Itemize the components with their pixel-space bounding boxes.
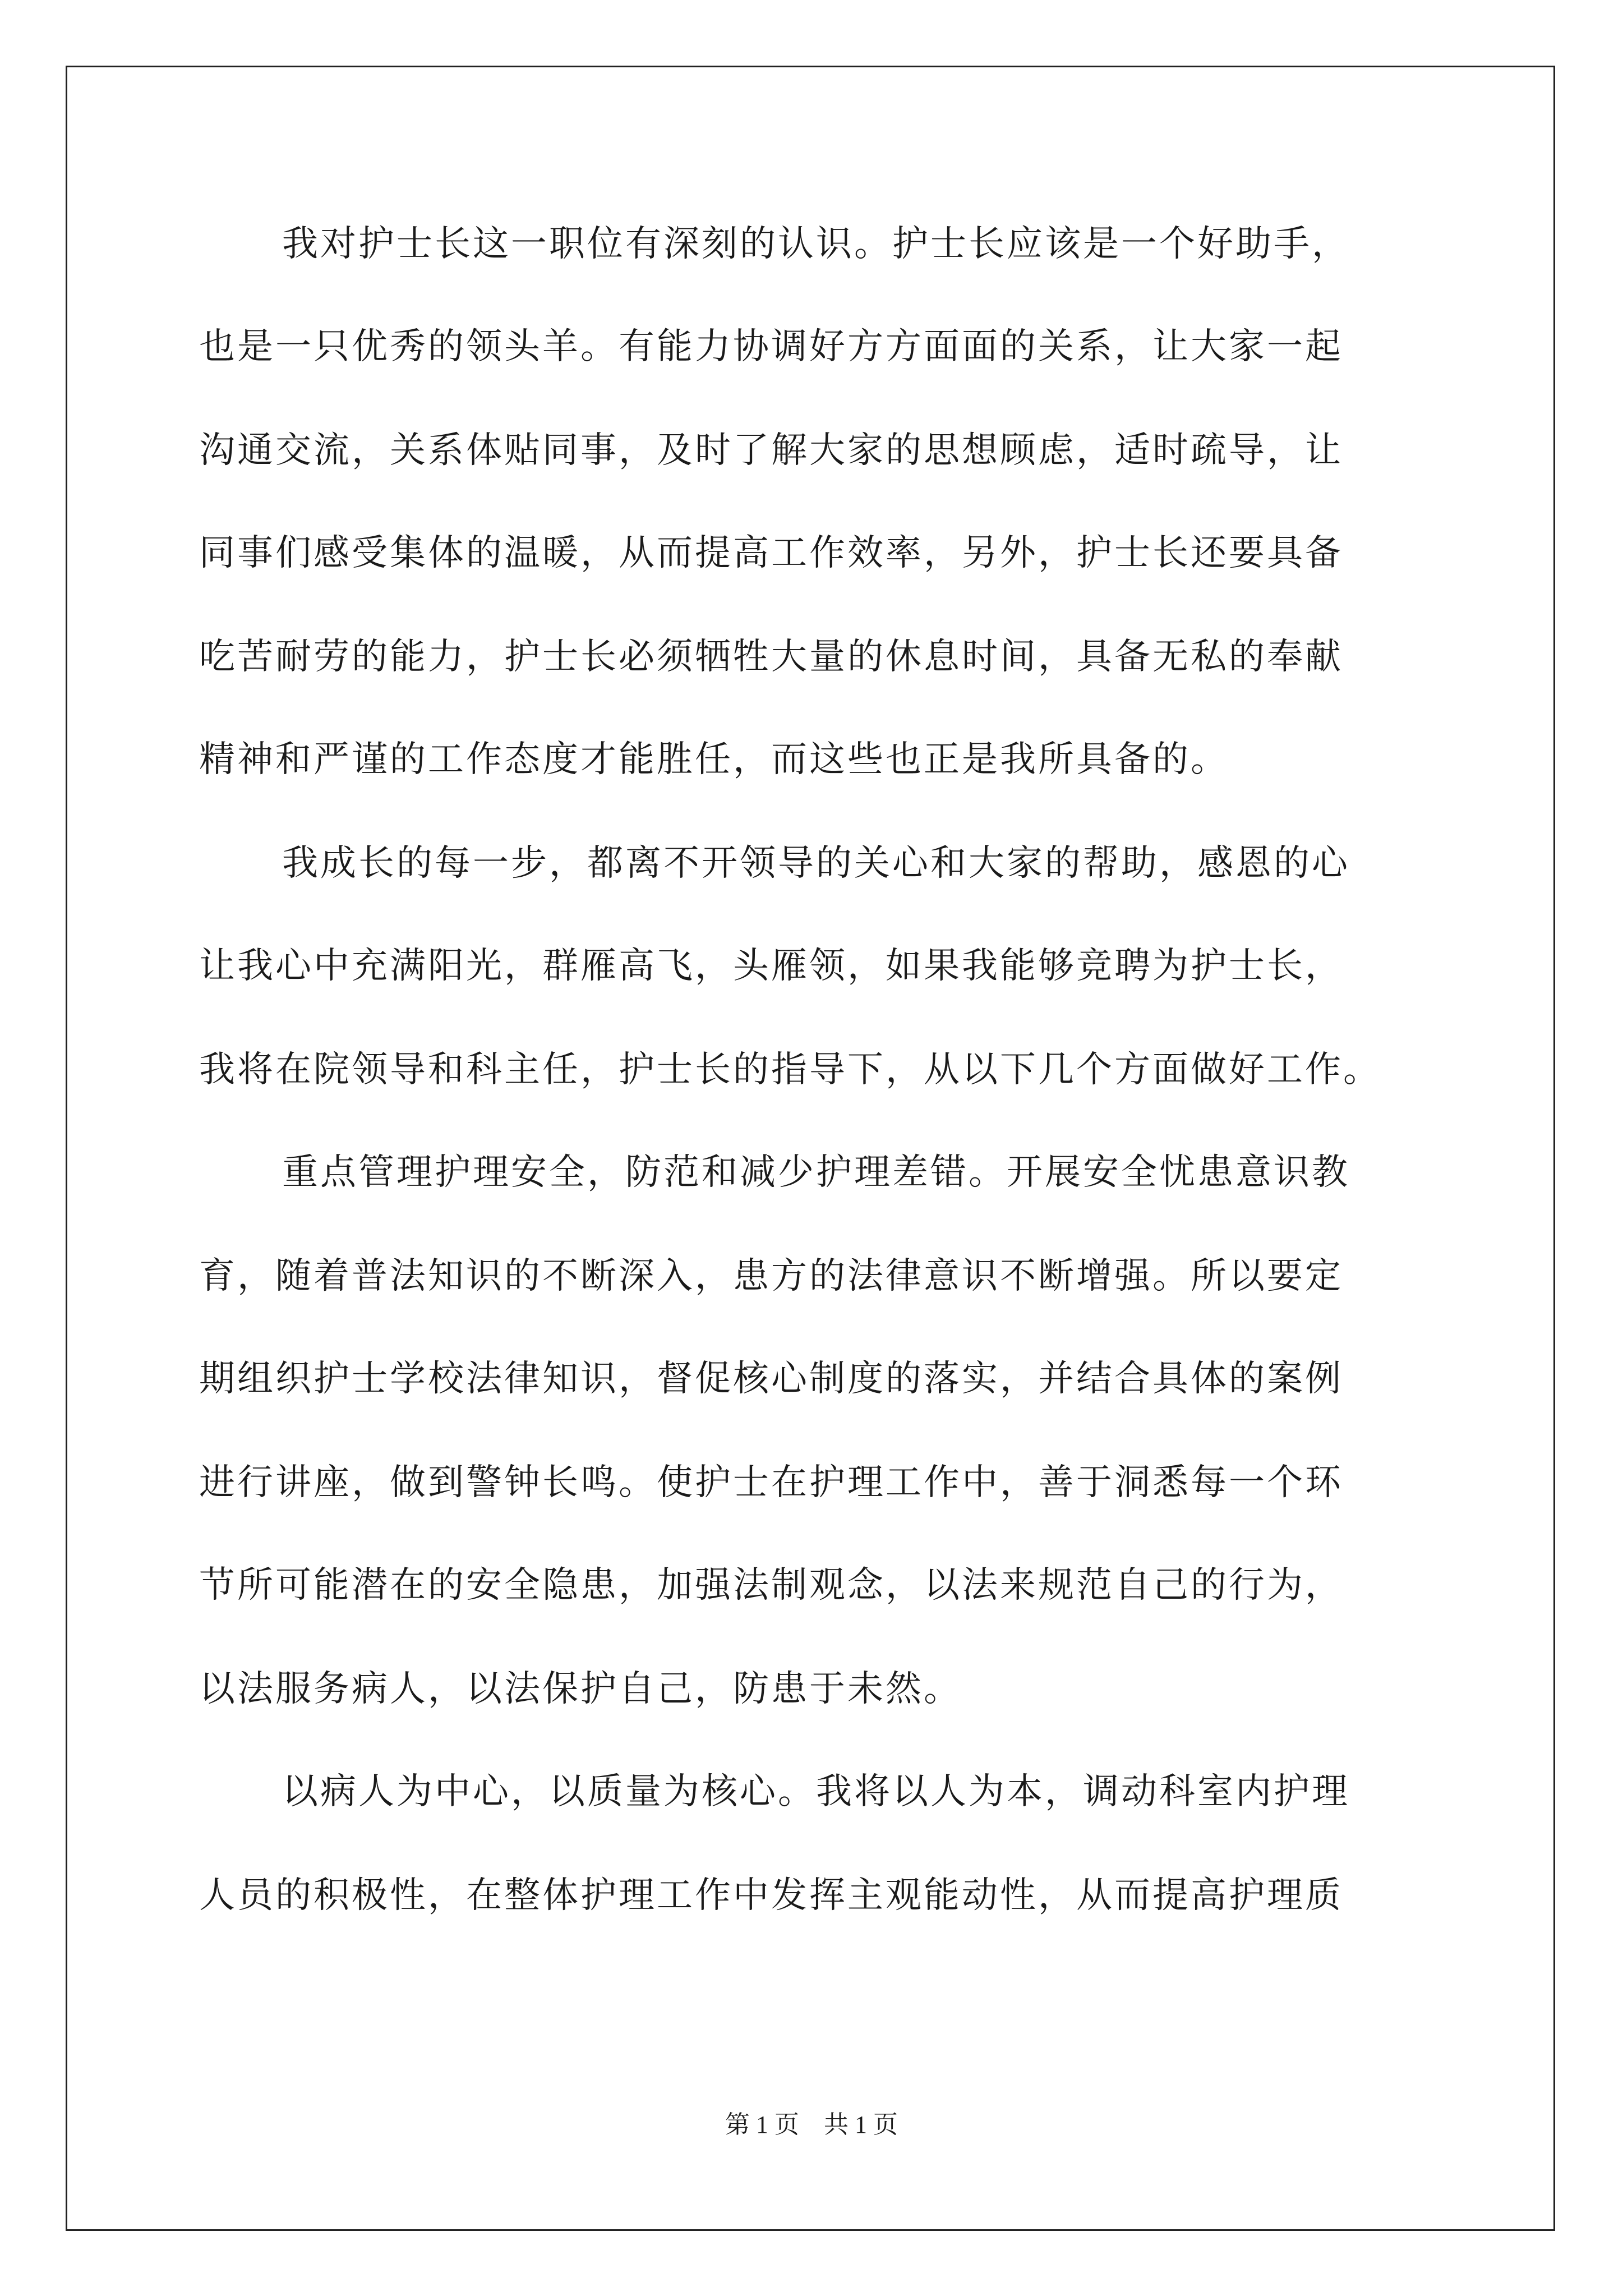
page-number-footer: 第 1 页 共 1 页 [725, 2111, 898, 2138]
paragraph-line: 我对护士长这一职位有深刻的认识。护士长应该是一个好助手， [282, 223, 1350, 265]
paragraph-line: 人员的积极性，在整体护理工作中发挥主观能动性，从而提高护理质 [199, 1875, 1343, 1916]
paragraph-line: 以法服务病人，以法保护自己，防患于未然。 [199, 1668, 962, 1710]
paragraph-line: 也是一只优秀的领头羊。有能力协调好方方面面的关系，让大家一起 [199, 326, 1343, 367]
paragraph-line: 沟通交流，关系体贴同事，及时了解大家的思想顾虑，适时疏导，让 [199, 430, 1343, 471]
paragraph-line: 同事们感受集体的温暖，从而提高工作效率，另外，护士长还要具备 [199, 532, 1343, 574]
paragraph-line: 重点管理护理安全，防范和减少护理差错。开展安全忧患意识教 [282, 1152, 1350, 1193]
paragraph-line: 节所可能潜在的安全隐患，加强法制观念，以法来规范自己的行为， [199, 1565, 1343, 1606]
paragraph-line: 进行讲座，做到警钟长鸣。使护士在护理工作中，善于洞悉每一个环 [199, 1462, 1343, 1503]
paragraph-line: 期组织护士学校法律知识，督促核心制度的落实，并结合具体的案例 [199, 1358, 1343, 1400]
paragraph-line: 育，随着普法知识的不断深入，患方的法律意识不断增强。所以要定 [199, 1255, 1343, 1297]
paragraph-line: 吃苦耐劳的能力，护士长必须牺牲大量的休息时间，具备无私的奉献 [199, 636, 1343, 678]
paragraph-line: 我成长的每一步，都离不开领导的关心和大家的帮助，感恩的心 [282, 843, 1350, 884]
paragraph-line: 让我心中充满阳光，群雁高飞，头雁领，如果我能够竞聘为护士长， [199, 945, 1343, 987]
paragraph-line: 我将在院领导和科主任，护士长的指导下，从以下几个方面做好工作。 [199, 1049, 1381, 1091]
paragraph-line: 精神和严谨的工作态度才能胜任，而这些也正是我所具备的。 [199, 739, 1229, 780]
paragraph-line: 以病人为中心，以质量为核心。我将以人为本，调动科室内护理 [282, 1771, 1350, 1812]
